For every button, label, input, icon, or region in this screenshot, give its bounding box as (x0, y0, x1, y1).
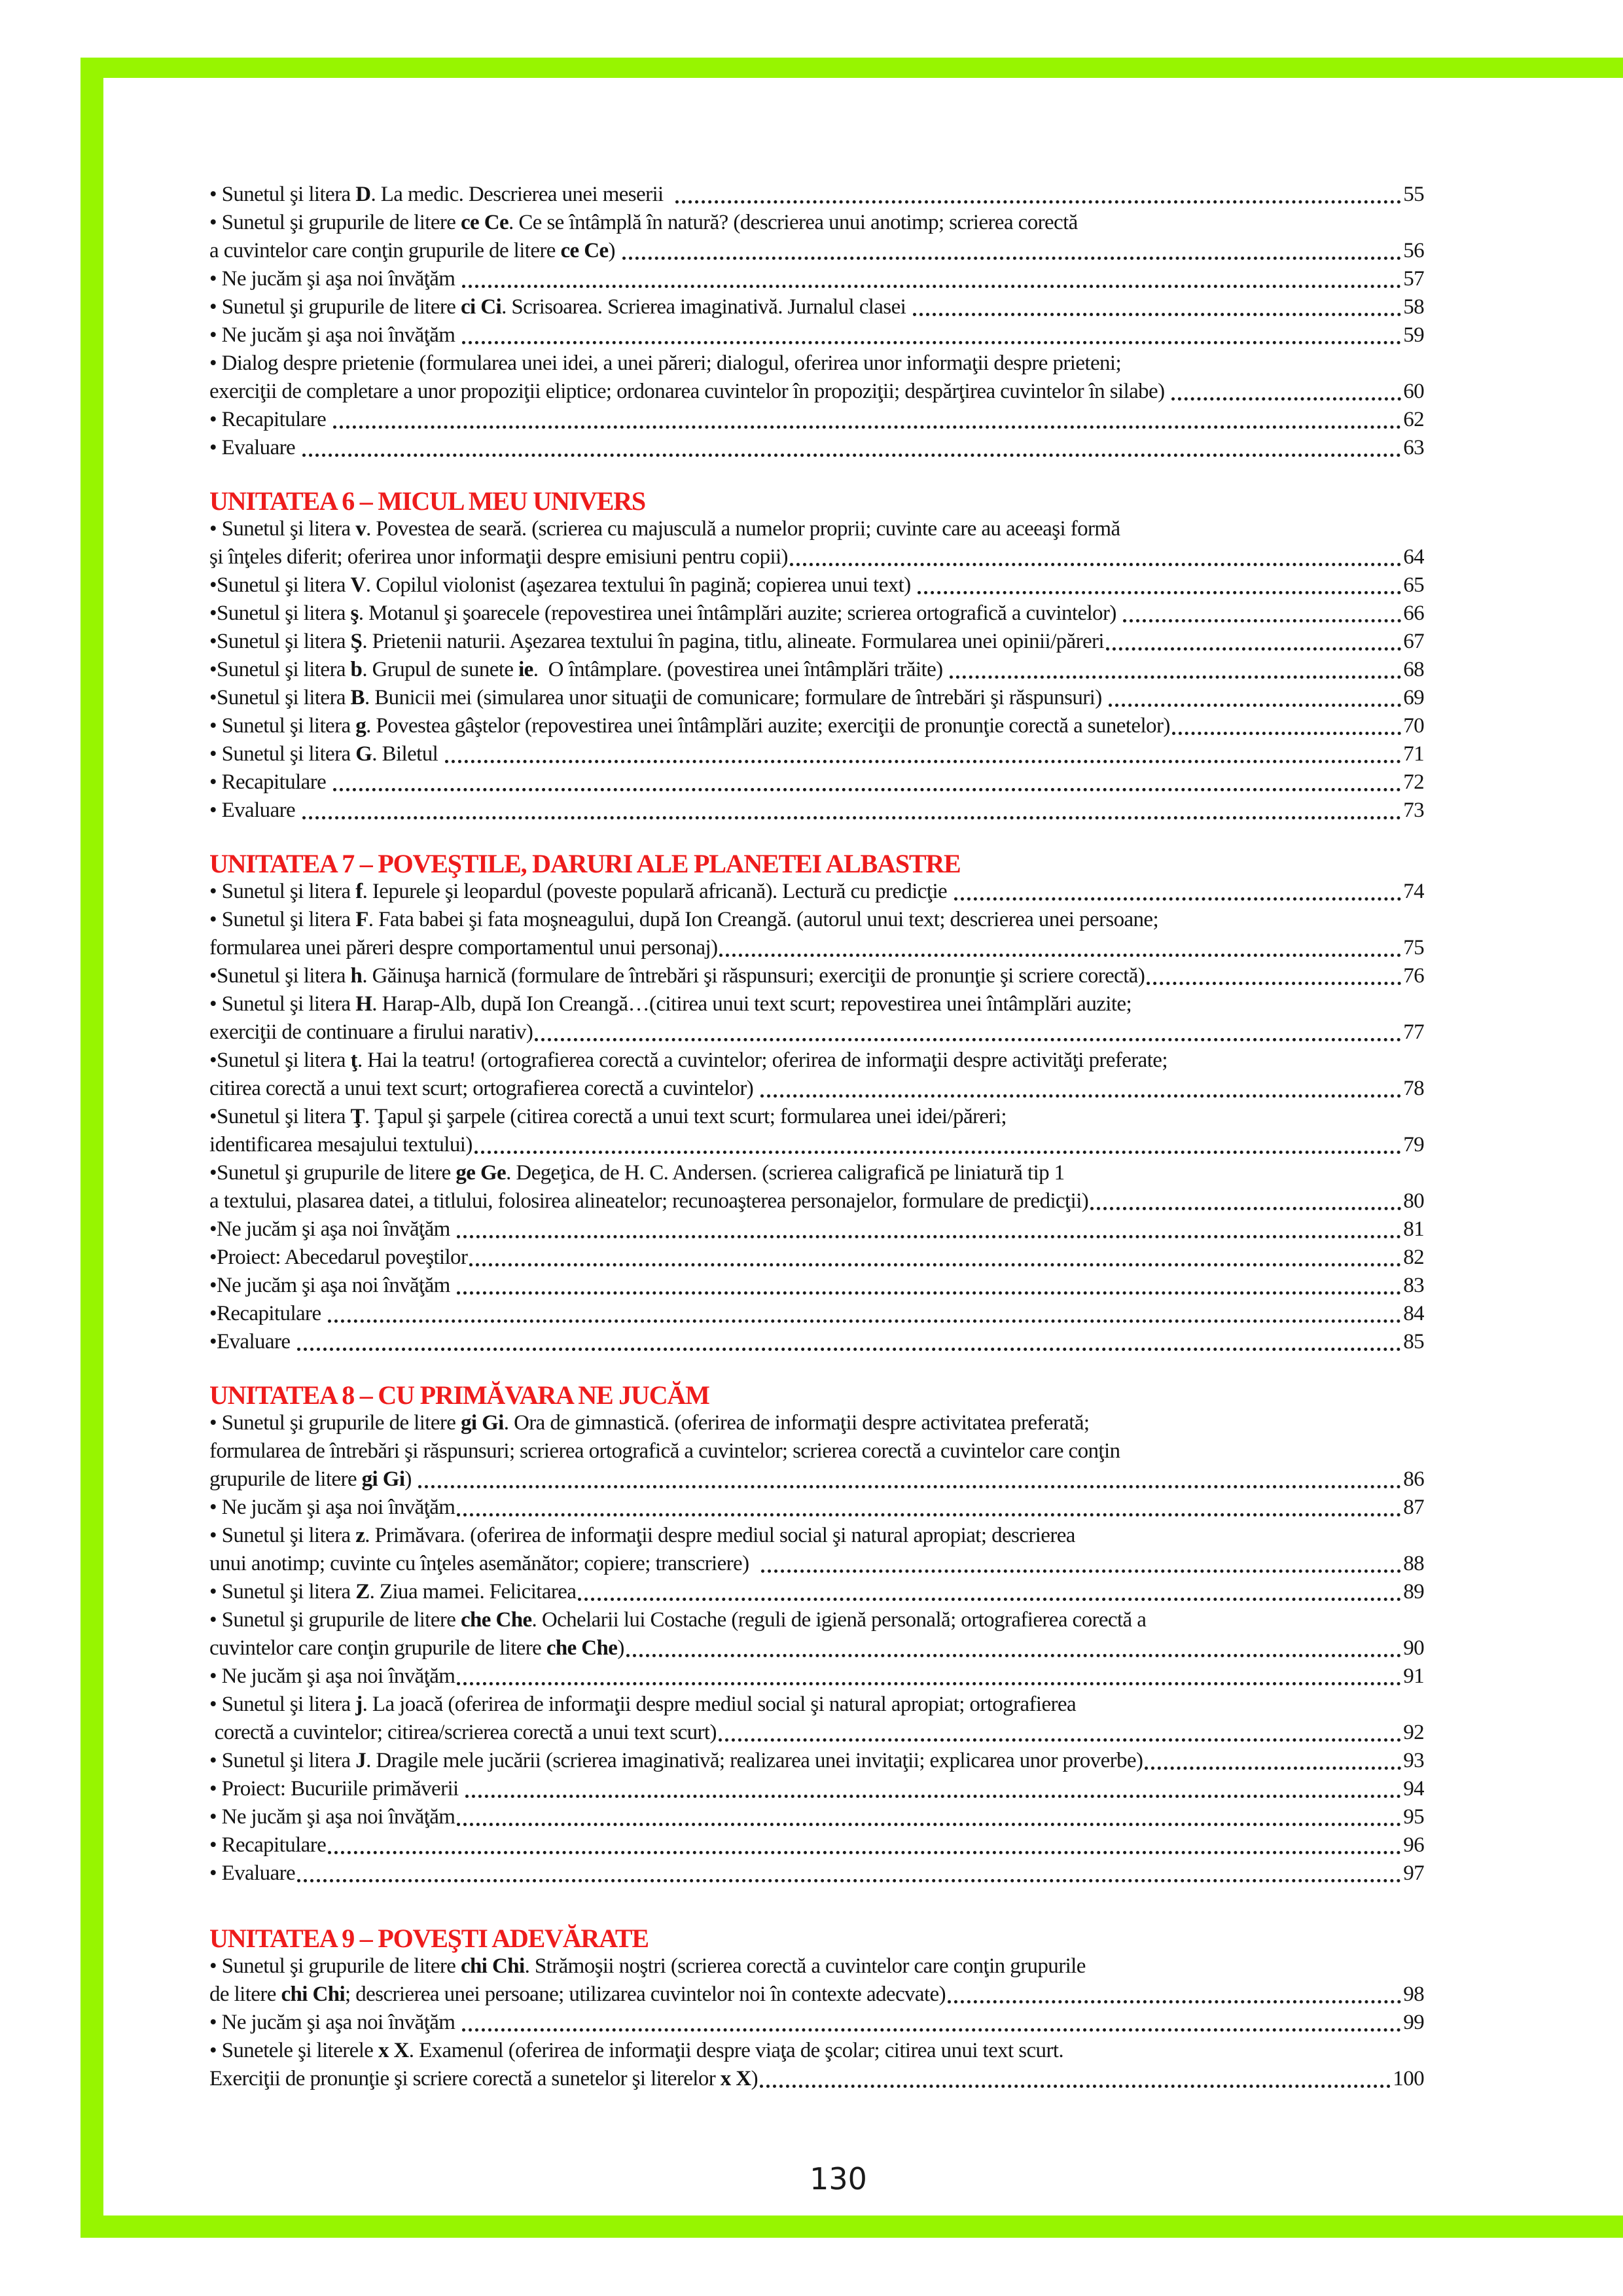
entry-text: • Proiect: Bucuriile primăverii (209, 1777, 464, 1801)
entry-page-number: 87 (1403, 1496, 1424, 1519)
dot-leader (333, 768, 1401, 791)
entry-text: •Recapitulare (209, 1302, 327, 1325)
toc-line (209, 571, 1424, 600)
entry-text: cuvintelor care conţin grupurile de litere che Che) (209, 1636, 624, 1660)
toc-line (209, 1747, 1424, 1775)
toc-line (209, 1606, 1424, 1634)
toc-line (209, 1187, 1424, 1215)
toc-line (209, 350, 1424, 378)
toc-entry (209, 181, 1424, 209)
entry-text: • Sunetul şi litera g. Povestea gâştelor (repovestirea unei întâmplări auzite; exerciţii de pronunţie corectă a sunetelor) (209, 714, 1170, 738)
toc-line (209, 656, 1424, 684)
entry-page-number: 94 (1403, 1777, 1424, 1801)
entry-page-number: 70 (1403, 714, 1424, 738)
entry-text: grupurile de litere gi Gi) (209, 1467, 417, 1491)
entry-text: • Ne jucăm şi aşa noi învăţăm (209, 1664, 455, 1688)
toc-line (209, 740, 1424, 768)
toc-line (209, 1662, 1424, 1691)
toc-line (209, 406, 1424, 434)
toc-entry (209, 2009, 1424, 2037)
entry-page-number: 63 (1403, 436, 1424, 459)
toc-line (209, 265, 1424, 293)
entry-text: •Sunetul şi litera V. Copilul violonist (aşezarea textului în pagină; copierea unui text) (209, 573, 916, 597)
frame-bottom-bar (80, 2215, 1623, 2238)
toc-line (209, 600, 1424, 628)
entry-page-number: 59 (1403, 323, 1424, 347)
dot-leader (918, 571, 1401, 594)
entry-text: exerciţii de completare a unor propoziţii eliptice; ordonarea cuvintelor în propoziţii; despărţirea cuvintelor în silabe) (209, 380, 1170, 403)
dot-leader (913, 293, 1401, 316)
toc-entry (209, 1159, 1424, 1215)
toc-entry (209, 990, 1424, 1047)
toc-entry (209, 2037, 1424, 2093)
entry-text: • Ne jucăm şi aşa noi învăţăm (209, 1496, 455, 1519)
toc-entry (209, 712, 1424, 740)
dot-leader (535, 1018, 1401, 1041)
entry-page-number: 65 (1403, 573, 1424, 597)
toc-line (209, 321, 1424, 350)
entry-page-number: 73 (1403, 798, 1424, 822)
entry-page-number: 79 (1403, 1133, 1424, 1157)
entry-page-number: 93 (1403, 1749, 1424, 1772)
entry-text: a textului, plasarea datei, a titlului, folosirea alineatelor; recunoaşterea personajelor, formulare de predicţii) (209, 1189, 1089, 1213)
toc-line (209, 1465, 1424, 1494)
toc-entry (209, 1328, 1424, 1356)
toc-line (209, 684, 1424, 712)
entry-text: •Sunetul şi litera Ţ. Ţapul şi şarpele (citirea corectă a unui text scurt; formularea unei idei/păreri; (209, 1105, 1007, 1128)
entry-page-number: 58 (1403, 295, 1424, 319)
toc-entry (209, 656, 1424, 684)
toc-line (209, 1103, 1424, 1131)
entry-text: • Sunetul şi litera v. Povestea de seară. (scrierea cu majusculă a numelor proprii; cuvinte care au aceeaşi formă (209, 517, 1120, 541)
dot-leader (297, 1859, 1401, 1882)
entry-page-number: 69 (1403, 686, 1424, 709)
frame-left-bar (80, 58, 103, 2238)
toc-entry (209, 768, 1424, 797)
toc-entry (209, 1578, 1424, 1606)
entry-page-number: 96 (1403, 1833, 1424, 1857)
entry-text: unui anotimp; cuvinte cu înţeles asemănător; copiere; transcriere) (209, 1552, 759, 1575)
entry-page-number: 64 (1403, 545, 1424, 569)
toc-line (209, 797, 1424, 825)
toc-line (209, 1328, 1424, 1356)
toc-line (209, 1550, 1424, 1578)
entry-page-number: 99 (1403, 2011, 1424, 2034)
entry-text: • Sunetul şi litera D. La medic. Descrierea unei meserii (209, 183, 673, 206)
section-heading: UNITATEA 9 – POVEŞTI ADEVĂRATE (209, 1924, 649, 1953)
entry-text: de litere chi Chi; descrierea unei persoane; utilizarea cuvintelor noi în contexte adecvate) (209, 1982, 946, 2006)
toc-line (209, 1300, 1424, 1328)
entry-text: • Recapitulare (209, 770, 331, 794)
dot-leader (474, 1131, 1401, 1154)
toc-line (209, 434, 1424, 462)
toc-line (209, 181, 1424, 209)
toc-line (209, 1803, 1424, 1831)
entry-text: •Sunetul şi litera B. Bunicii mei (simularea unor situaţii de comunicare; formulare de întrebări şi răspunsuri) (209, 686, 1107, 709)
toc-entry (209, 265, 1424, 293)
entry-text: •Sunetul şi litera Ş. Prietenii naturii. Aşezarea textului în pagina, titlu, alineate. Formularea unei opinii/păreri (209, 630, 1105, 653)
toc-entry (209, 1494, 1424, 1522)
toc-entry (209, 1300, 1424, 1328)
toc-line (209, 1831, 1424, 1859)
toc-entry (209, 1409, 1424, 1494)
toc-line (209, 1437, 1424, 1465)
entry-page-number: 55 (1403, 183, 1424, 206)
entry-page-number: 74 (1403, 880, 1424, 903)
entry-text: •Sunetul şi litera ş. Motanul şi şoarecele (repovestirea unei întâmplări auzite; scrierea ortografică a cuvintelor) (209, 601, 1122, 625)
toc-section (209, 181, 1424, 462)
dot-leader (297, 1328, 1401, 1351)
toc-line (209, 1494, 1424, 1522)
frame-top-bar (80, 58, 1623, 78)
toc-entry (209, 1691, 1424, 1747)
entry-page-number: 76 (1403, 964, 1424, 988)
table-of-contents (209, 181, 1424, 2093)
entry-page-number: 66 (1403, 601, 1424, 625)
toc-line (209, 293, 1424, 321)
toc-entry (209, 600, 1424, 628)
toc-line (209, 628, 1424, 656)
entry-text: • Ne jucăm şi aşa noi învăţăm (209, 323, 461, 347)
toc-entry (209, 740, 1424, 768)
entry-page-number: 89 (1403, 1580, 1424, 1604)
entry-text: • Evaluare (209, 1861, 296, 1885)
toc-line (209, 1131, 1424, 1159)
entry-page-number: 88 (1403, 1552, 1424, 1575)
entry-page-number: 91 (1403, 1664, 1424, 1688)
entry-page-number: 83 (1403, 1274, 1424, 1297)
toc-entry (209, 906, 1424, 962)
entry-page-number: 77 (1403, 1020, 1424, 1044)
toc-entry (209, 1522, 1424, 1578)
toc-line (209, 1952, 1424, 1981)
dot-leader (457, 1803, 1401, 1826)
entry-text: •Sunetul şi litera b. Grupul de sunete ie. O întâmplare. (povestirea unei întâmplări trăite) (209, 658, 948, 681)
dot-leader (328, 1300, 1401, 1323)
dot-leader (622, 237, 1402, 260)
entry-text: • Recapitulare (209, 408, 331, 431)
dot-leader (626, 1634, 1401, 1657)
toc-line (209, 1775, 1424, 1803)
dot-leader (954, 878, 1401, 901)
toc-entry (209, 293, 1424, 321)
toc-entry (209, 1662, 1424, 1691)
dot-leader (719, 934, 1401, 957)
entry-page-number: 56 (1403, 239, 1424, 262)
entry-page-number: 100 (1393, 2067, 1424, 2090)
entry-text: • Sunetul şi grupurile de litere gi Gi. Ora de gimnastică. (oferirea de informaţii despre activitatea preferată; (209, 1411, 1090, 1435)
dot-leader (760, 2065, 1391, 2088)
entry-text: •Sunetul şi litera ţ. Hai la teatru! (ortografierea corectă a cuvintelor; oferirea de informaţii despre activităţi preferate; (209, 1049, 1168, 1072)
toc-entry (209, 1272, 1424, 1300)
entry-text: exerciţii de continuare a firului narativ) (209, 1020, 533, 1044)
toc-line (209, 378, 1424, 406)
toc-entry (209, 1952, 1424, 2009)
entry-text: • Sunetul şi litera j. La joacă (oferirea de informaţii despre mediul social şi natural apropiat; ortografierea (209, 1693, 1076, 1716)
dot-leader (469, 1244, 1401, 1266)
dot-leader (1147, 962, 1401, 985)
toc-entry (209, 1775, 1424, 1803)
toc-entry (209, 628, 1424, 656)
entry-text: • Sunetul şi litera J. Dragile mele jucării (scrierea imaginativă; realizarea unei invitaţii; explicarea unor proverbe) (209, 1749, 1143, 1772)
toc-line (209, 2065, 1424, 2093)
entry-text: •Ne jucăm şi aşa noi învăţăm (209, 1217, 455, 1241)
toc-line (209, 1634, 1424, 1662)
dot-leader (333, 406, 1401, 429)
toc-line (209, 1047, 1424, 1075)
toc-line (209, 515, 1424, 543)
entry-text: •Sunetul şi litera h. Găinuşa harnică (formulare de întrebări şi răspunsuri; exerciţii de pronunţie şi scriere corectă) (209, 964, 1145, 988)
section-heading: UNITATEA 6 – MICUL MEU UNIVERS (209, 486, 645, 516)
dot-leader (418, 1465, 1401, 1488)
toc-line (209, 906, 1424, 934)
dot-leader (457, 1272, 1401, 1295)
toc-line (209, 962, 1424, 990)
dot-leader (790, 543, 1401, 566)
toc-entry (209, 684, 1424, 712)
dot-leader (1090, 1187, 1401, 1210)
entry-text: şi înţeles diferit; oferirea unor informaţii despre emisiuni pentru copii) (209, 545, 788, 569)
toc-line (209, 934, 1424, 962)
toc-line (209, 237, 1424, 265)
toc-entry (209, 406, 1424, 434)
entry-page-number: 60 (1403, 380, 1424, 403)
toc-line (209, 1522, 1424, 1550)
dot-leader (760, 1075, 1401, 1098)
toc-line (209, 209, 1424, 237)
entry-text: • Sunetul şi grupurile de litere ci Ci. Scrisoarea. Scrierea imaginativă. Jurnalul clasei (209, 295, 911, 319)
toc-entry (209, 1244, 1424, 1272)
entry-page-number: 81 (1403, 1217, 1424, 1241)
entry-text: • Sunetul şi grupurile de litere ce Ce. Ce se întâmplă în natură? (descrierea unui anotimp; scrierea corectă (209, 211, 1078, 234)
entry-page-number: 86 (1403, 1467, 1424, 1491)
entry-text: • Ne jucăm şi aşa noi învăţăm (209, 1805, 455, 1829)
entry-text: formularea de întrebări şi răspunsuri; scrierea ortografică a cuvintelor; scrierea corectă a cuvintelor care conţin (209, 1439, 1120, 1463)
dot-leader (462, 265, 1401, 288)
toc-line (209, 1859, 1424, 1888)
toc-line (209, 543, 1424, 571)
dot-leader (948, 1981, 1401, 2003)
entry-page-number: 95 (1403, 1805, 1424, 1829)
entry-page-number: 72 (1403, 770, 1424, 794)
dot-leader (1172, 712, 1401, 735)
toc-line (209, 1215, 1424, 1244)
dot-leader (578, 1578, 1401, 1601)
dot-leader (462, 2009, 1401, 2032)
dot-leader (950, 656, 1401, 679)
dot-leader (1171, 378, 1401, 401)
entry-page-number: 92 (1403, 1721, 1424, 1744)
toc-line (209, 1075, 1424, 1103)
entry-page-number: 90 (1403, 1636, 1424, 1660)
entry-page-number: 68 (1403, 658, 1424, 681)
entry-text: identificarea mesajului textului) (209, 1133, 473, 1157)
entry-page-number: 57 (1403, 267, 1424, 291)
toc-line (209, 990, 1424, 1018)
entry-text: a cuvintelor care conţin grupurile de litere ce Ce) (209, 239, 620, 262)
toc-line (209, 2037, 1424, 2065)
dot-leader (1106, 628, 1401, 651)
dot-leader (719, 1719, 1401, 1742)
entry-page-number: 67 (1403, 630, 1424, 653)
toc-entry (209, 209, 1424, 265)
toc-line (209, 1578, 1424, 1606)
entry-text: citirea corectă a unui text scurt; ortografierea corectă a cuvintelor) (209, 1077, 758, 1100)
dot-leader (1123, 600, 1401, 622)
entry-page-number: 98 (1403, 1982, 1424, 2006)
entry-page-number: 85 (1403, 1330, 1424, 1354)
entry-page-number: 80 (1403, 1189, 1424, 1213)
dot-leader (457, 1494, 1401, 1516)
entry-page-number: 78 (1403, 1077, 1424, 1100)
toc-entry (209, 1803, 1424, 1831)
entry-page-number: 84 (1403, 1302, 1424, 1325)
dot-leader (465, 1775, 1401, 1798)
entry-text: • Sunetul şi litera F. Fata babei şi fata moşneagului, după Ion Creangă. (autorul unui text; descrierea unei persoane; (209, 908, 1159, 931)
toc-entry (209, 1606, 1424, 1662)
entry-text: • Sunetul şi grupurile de litere chi Chi. Strămoşii noştri (scrierea corectă a cuvintelor care conţin grupurile (209, 1954, 1086, 1978)
toc-entry (209, 1215, 1424, 1244)
page-number: 130 (810, 2161, 867, 2197)
entry-text: • Sunetul şi grupurile de litere che Che. Ochelarii lui Costache (reguli de igienă personală; ortografierea corectă a (209, 1608, 1147, 1632)
toc-entry (209, 515, 1424, 571)
entry-page-number: 62 (1403, 408, 1424, 431)
toc-section (209, 1924, 1424, 2093)
dot-leader (761, 1550, 1401, 1573)
dot-leader (1109, 684, 1401, 707)
dot-leader (302, 797, 1401, 819)
entry-text: • Sunetul şi litera G. Biletul (209, 742, 443, 766)
entry-text: •Sunetul şi grupurile de litere ge Ge. Degeţica, de H. C. Andersen. (scrierea caligrafică pe liniatură tip 1 (209, 1161, 1065, 1185)
toc-entry (209, 434, 1424, 462)
toc-line (209, 1719, 1424, 1747)
entry-text: • Sunetul şi litera Z. Ziua mamei. Felicitarea (209, 1580, 577, 1604)
toc-entry (209, 1831, 1424, 1859)
entry-text: formularea unei păreri despre comportamentul unui personaj) (209, 936, 718, 960)
toc-entry (209, 1103, 1424, 1159)
entry-text: •Ne jucăm şi aşa noi învăţăm (209, 1274, 455, 1297)
toc-line (209, 1981, 1424, 2009)
toc-entry (209, 797, 1424, 825)
toc-line (209, 1018, 1424, 1047)
toc-entry (209, 1859, 1424, 1888)
dot-leader (675, 181, 1401, 204)
toc-section (209, 1381, 1424, 1888)
toc-line (209, 2009, 1424, 2037)
entry-page-number: 97 (1403, 1861, 1424, 1885)
entry-text: • Ne jucăm şi aşa noi învăţăm (209, 2011, 461, 2034)
toc-line (209, 712, 1424, 740)
toc-line (209, 1409, 1424, 1437)
entry-page-number: 82 (1403, 1246, 1424, 1269)
toc-entry (209, 571, 1424, 600)
entry-text: • Dialog despre prietenie (formularea unei idei, a unei păreri; dialogul, oferirea unor informaţii despre prieteni; (209, 351, 1122, 375)
dot-leader (457, 1215, 1401, 1238)
entry-text: • Sunetele şi literele x X. Examenul (oferirea de informaţii despre viaţa de şcolar; citirea unui text scurt. (209, 2039, 1064, 2062)
toc-line (209, 1691, 1424, 1719)
entry-text: • Evaluare (209, 798, 300, 822)
entry-text: corectă a cuvintelor; citirea/scrierea corectă a unui text scurt) (209, 1721, 717, 1744)
dot-leader (328, 1831, 1401, 1854)
toc-line (209, 878, 1424, 906)
entry-page-number: 75 (1403, 936, 1424, 960)
entry-text: • Sunetul şi litera z. Primăvara. (oferirea de informaţii despre mediul social şi natural apropiat; descrierea (209, 1524, 1075, 1547)
entry-text: Exerciţii de pronunţie şi scriere corectă a sunetelor şi literelor x X) (209, 2067, 758, 2090)
entry-text: • Ne jucăm şi aşa noi învăţăm (209, 267, 461, 291)
entry-page-number: 71 (1403, 742, 1424, 766)
toc-line (209, 768, 1424, 797)
toc-entry (209, 878, 1424, 906)
toc-line (209, 1244, 1424, 1272)
entry-text: •Evaluare (209, 1330, 296, 1354)
toc-entry (209, 1047, 1424, 1103)
toc-entry (209, 1747, 1424, 1775)
entry-text: • Evaluare (209, 436, 300, 459)
entry-text: • Sunetul şi litera H. Harap-Alb, după Ion Creangă…(citirea unui text scurt; repovestirea unei întâmplări auzite; (209, 992, 1132, 1016)
dot-leader (457, 1662, 1401, 1685)
toc-entry (209, 321, 1424, 350)
dot-leader (302, 434, 1401, 457)
toc-line (209, 1159, 1424, 1187)
toc-section (209, 850, 1424, 1356)
entry-text: • Sunetul şi litera f. Iepurele şi leopardul (poveste populară africană). Lectură cu predicţie (209, 880, 952, 903)
entry-text: • Recapitulare (209, 1833, 327, 1857)
toc-line (209, 1272, 1424, 1300)
toc-entry (209, 350, 1424, 406)
entry-text: •Proiect: Abecedarul poveştilor (209, 1246, 468, 1269)
toc-section (209, 487, 1424, 825)
section-heading: UNITATEA 8 – CU PRIMĂVARA NE JUCĂM (209, 1380, 709, 1410)
dot-leader (462, 321, 1401, 344)
toc-entry (209, 962, 1424, 990)
dot-leader (1145, 1747, 1401, 1770)
dot-leader (445, 740, 1401, 763)
section-heading: UNITATEA 7 – POVEŞTILE, DARURI ALE PLANETEI ALBASTRE (209, 849, 961, 878)
